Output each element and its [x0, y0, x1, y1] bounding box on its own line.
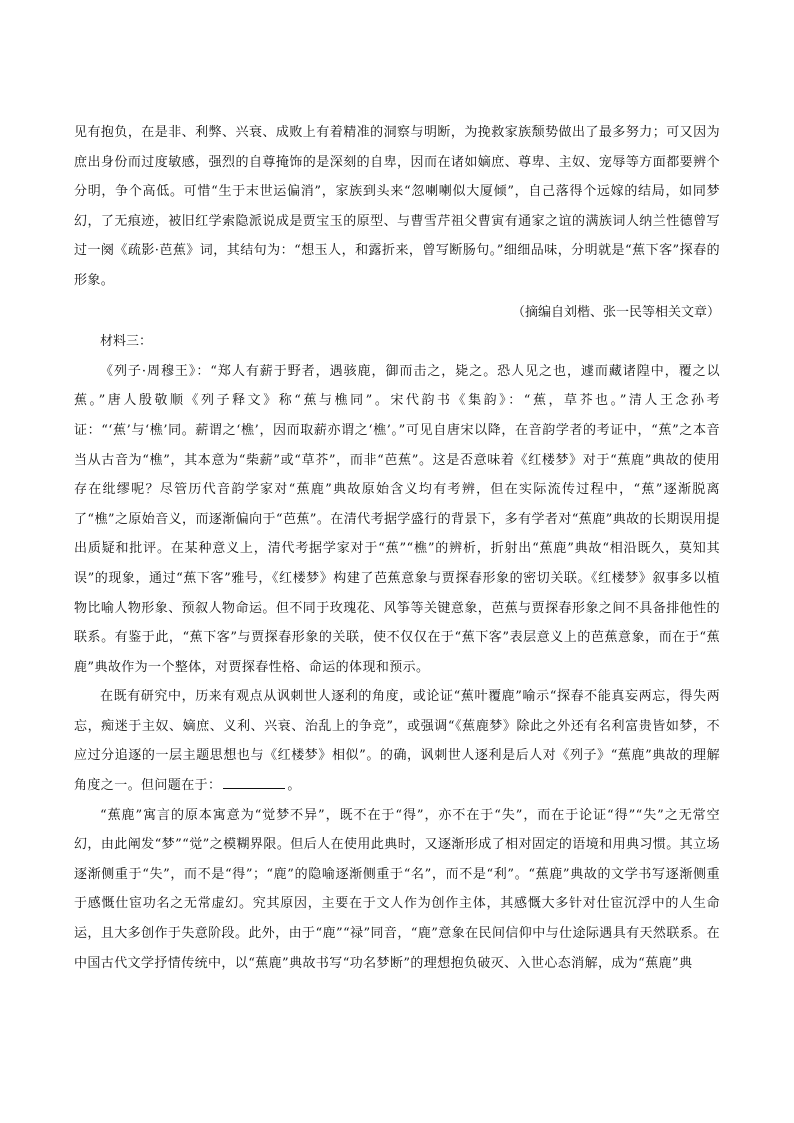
material-three-heading: 材料三：	[100, 334, 153, 350]
answer-blank[interactable]	[223, 776, 285, 789]
paragraph-3-text: 在既有研究中，历来有观点从讽刺世人逐利的角度，或论证“蕉叶覆鹿”喻示“探春不能真妄两忘，得失两忘，痴迷于主奴、嫡庶、义利、兴衰、治乱上的争竞”，或强调“《蕉鹿梦》除此之外还有名利富贵皆如梦，不应过分追逐的一层主题思想也与《红楼梦》相似”。的确，讽刺世人逐利是后人对《列子》“蕉鹿”典故的理解角度之一。但问题在于：	[74, 689, 720, 794]
paragraph-2: 《列子·周穆王》：“郑人有薪于野者，遇骇鹿，御而击之，毙之。恐人见之也，遽而藏诸隍中，覆之以蕉。”唐人殷敬顺《列子释文》称“蕉与樵同”。宋代韵书《集韵》：“蕉，草芥也。”清人王念孙考证：“‘蕉’与‘樵’同。薪谓之‘樵’，因而取薪亦谓之‘樵’。”可见自唐宋以降，在音韵学者的考证中，“蕉”之本音当从古音为“樵”，其本意为“柴薪”或“草芥”，而非“芭蕉”。这是否意味着《红楼梦》对于“蕉鹿”典故的使用存在纰缪呢？尽管历代音韵学家对“蕉鹿”典故原始含义均有考辨，但在实际流传过程中，“蕉”逐渐脱离了“樵”之原始音义，而逐渐偏向于“芭蕉”。在清代考据学盛行的背景下，多有学者对“蕉鹿”典故的长期误用提出质疑和批评。在某种意义上，清代考据学家对于“蕉”“樵”的辨析，折射出“蕉鹿”典故“相沿既久，莫知其误”的现象，通过“蕉下客”雅号，《红楼梦》构建了芭蕉意象与贾探春形象的密切关联。《红楼梦》叙事多以植物比喻人物形象、预叙人物命运。但不同于玫瑰花、风筝等关键意象，芭蕉与贾探春形象之间不具备排他性的联系。有鉴于此，“蕉下客”与贾探春形象的关联，使不仅仅在于“蕉下客”表层意义上的芭蕉意象，而在于“蕉鹿”典故作为一个整体，对贾探春性格、命运的体现和预示。	[74, 363, 720, 675]
document-page	[74, 118, 720, 978]
paragraph-3	[74, 682, 720, 800]
paragraph-4: “蕉鹿”寓言的原本寓意为“觉梦不异”，既不在于“得”，亦不在于“失”，而在于论证“得”“失”之无常空幻，由此阐发“梦”“觉”之模糊界限。但后人在使用此典时，又逐渐形成了相对固定的语境和用典习惯。其立场逐渐侧重于“失”，而不是“得”；“鹿”的隐喻逐渐侧重于“名”，而不是“利”。“蕉鹿”典故的文学书写逐渐侧重于感慨仕宦功名之无常虚幻。究其原因，主要在于文人作为创作主体，其感慨大多针对仕宦沉浮中的人生命运，且大多创作于失意阶段。此外，由于“鹿”“禄”同音，“鹿”意象在民间信仰中与仕途际遇具有天然联系。在中国古代文学抒情传统中，以“蕉鹿”典故书写“功名梦断”的理想抱负破灭、入世心态消解，成为“蕉鹿”典	[74, 807, 720, 971]
paragraph-3-end: 。	[287, 778, 301, 794]
source-citation: （摘编自刘楷、张一民等相关文章）	[511, 304, 720, 320]
paragraph-1: 见有抱负，在是非、利弊、兴衰、成败上有着精准的洞察与明断，为挽救家族颓势做出了最多努力；可又因为庶出身份而过度敏感，强烈的自尊掩饰的是深刻的自卑，因而在诸如嫡庶、尊卑、主奴、宠辱等方面都要辨个分明，争个高低。可惜“生于末世运偏消”，家族到头来“忽喇喇似大厦倾”，自己落得个远嫁的结局，如同梦幻，了无痕迹，被旧红学索隐派说成是贾宝玉的原型、与曹雪芹祖父曹寅有通家之谊的满族词人纳兰性德曾写过一阕《疏影·芭蕉》词，其结句为：“想玉人，和露折来，曾写断肠句。”细细品味，分明就是“蕉下客”探春的形象。	[74, 125, 720, 288]
